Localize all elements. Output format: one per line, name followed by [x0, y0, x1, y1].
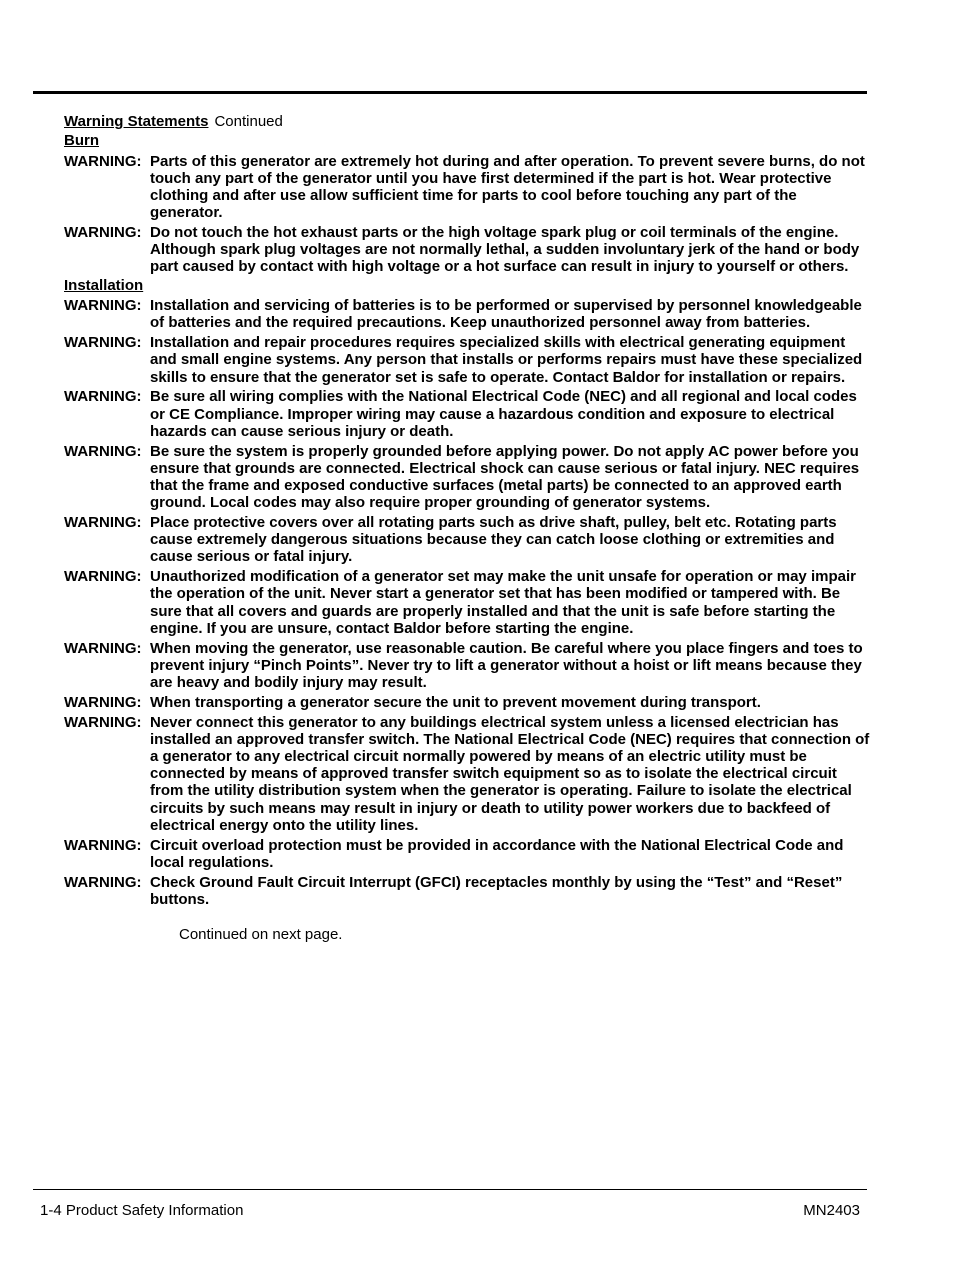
warning-item [64, 153, 870, 222]
warning-label: WARNING: [64, 388, 142, 406]
warning-label: WARNING: [64, 297, 142, 315]
warning-text: Unauthorized modification of a generator set may make the unit unsafe for operation or may impair the operation of the unit. Never start a generator set that has been modified or tampered with. Be sure that all covers and guards are properly installed and that the unit is safe before starting the engine. If you are unsure, contact Baldor before starting the engine. [150, 568, 856, 637]
warning-label: WARNING: [64, 713, 142, 731]
warning-text: Parts of this generator are extremely hot during and after operation. To prevent severe burns, do not touch any part of the generator until you have first determined if the part is hot. Wear protective clothing and after use allow sufficient time for parts to cool before touching any part of the generator. [150, 152, 865, 222]
footer-doc-number: MN2403 [803, 1202, 860, 1219]
warning-label: WARNING: [64, 334, 142, 352]
warning-text: Never connect this generator to any buildings electrical system unless a licensed electrician has installed an approved transfer switch. The National Electrical Code (NEC) requires that connection of a generator to any electrical circuit normally powered by means of an electric utility must be connected by means of approved transfer switch equipment so as to isolate the electrical circuit from the utility distribution system when the generator is operating. Failure to isolate the electrical circuits by such means may result in injury or death to utility power workers due to backfeed of electrical energy onto the utility lines. [150, 713, 870, 834]
warning-item [64, 640, 870, 692]
warning-text: Installation and servicing of batteries is to be performed or supervised by personnel knowledgeable of batteries and the required precautions. Keep unauthorized personnel away from batteries. [150, 297, 862, 332]
footer-section-title: 1-4 Product Safety Information [40, 1202, 244, 1219]
warning-text: Be sure the system is properly grounded before applying power. Do not apply AC power before you ensure that grounds are connected. Electrical shock can cause serious or fatal injury. NEC requires that the frame and exposed conductive surfaces (metal parts) be connected to an approved earth ground. Local codes may also require proper grounding of generator systems. [150, 442, 860, 512]
warning-text: When moving the generator, use reasonable caution. Be careful where you place fingers and toes to prevent injury “Pinch Points”. Never try to lift a generator without a hoist or lift means because they are heavy and bodily injury may result. [150, 639, 863, 692]
warning-item [64, 334, 870, 386]
warning-item [64, 443, 870, 512]
page-content [64, 112, 870, 944]
warning-item [64, 837, 870, 871]
section-title-installation: Installation [64, 276, 144, 294]
warning-item [64, 714, 870, 834]
warning-label: WARNING: [64, 836, 142, 854]
warning-label: WARNING: [64, 152, 142, 170]
warning-text: Do not touch the hot exhaust parts or the high voltage spark plug or coil terminals of the engine. Although spark plug voltages are not normally lethal, a sudden involuntary jerk of the hand or body part caused by contact with high voltage or a hot surface can result in injury to yourself or others. [150, 224, 860, 276]
warning-text: Installation and repair procedures requires specialized skills with electrical generating equipment and small engine systems. Any person that installs or performs repairs must have these specialized skills to ensure that the generator set is safe to operate. Contact Baldor for installation or repairs. [150, 334, 863, 386]
warning-text: Be sure all wiring complies with the National Electrical Code (NEC) and all regional and local codes or CE Compliance. Improper wiring may cause a hazardous condition and exposure to electrical hazards can cause serious injury or death. [150, 388, 857, 440]
heading-suffix: Continued [214, 113, 283, 130]
top-rule [33, 91, 867, 94]
warning-label: WARNING: [64, 693, 142, 711]
heading-title: Warning Statements [64, 113, 209, 130]
warning-label: WARNING: [64, 873, 142, 891]
warning-text: When transporting a generator secure the unit to prevent movement during transport. [150, 693, 761, 711]
warning-item [64, 297, 870, 331]
warning-item [64, 224, 870, 276]
page-heading [64, 112, 870, 131]
warning-item [64, 514, 870, 566]
warning-item [64, 694, 870, 711]
warning-text: Place protective covers over all rotating parts such as drive shaft, pulley, belt etc. Rotating parts cause extremely dangerous situations because they can catch loose clothing or extremities and cause serious or fatal injury. [150, 514, 837, 566]
warning-item [64, 388, 870, 440]
warning-label: WARNING: [64, 442, 142, 460]
warning-text: Check Ground Fault Circuit Interrupt (GFCI) receptacles monthly by using the “Test” and “Reset” buttons. [150, 873, 843, 908]
warning-label: WARNING: [64, 639, 142, 657]
warning-item [64, 874, 870, 908]
warning-label: WARNING: [64, 224, 142, 241]
continued-note: Continued on next page. [179, 926, 343, 944]
warning-text: Circuit overload protection must be provided in accordance with the National Electrical Code and local regulations. [150, 836, 844, 871]
warning-item [64, 568, 870, 637]
bottom-rule [33, 1189, 867, 1190]
warning-label: WARNING: [64, 568, 142, 586]
warning-label: WARNING: [64, 514, 142, 532]
section-title-burn: Burn [64, 132, 99, 149]
